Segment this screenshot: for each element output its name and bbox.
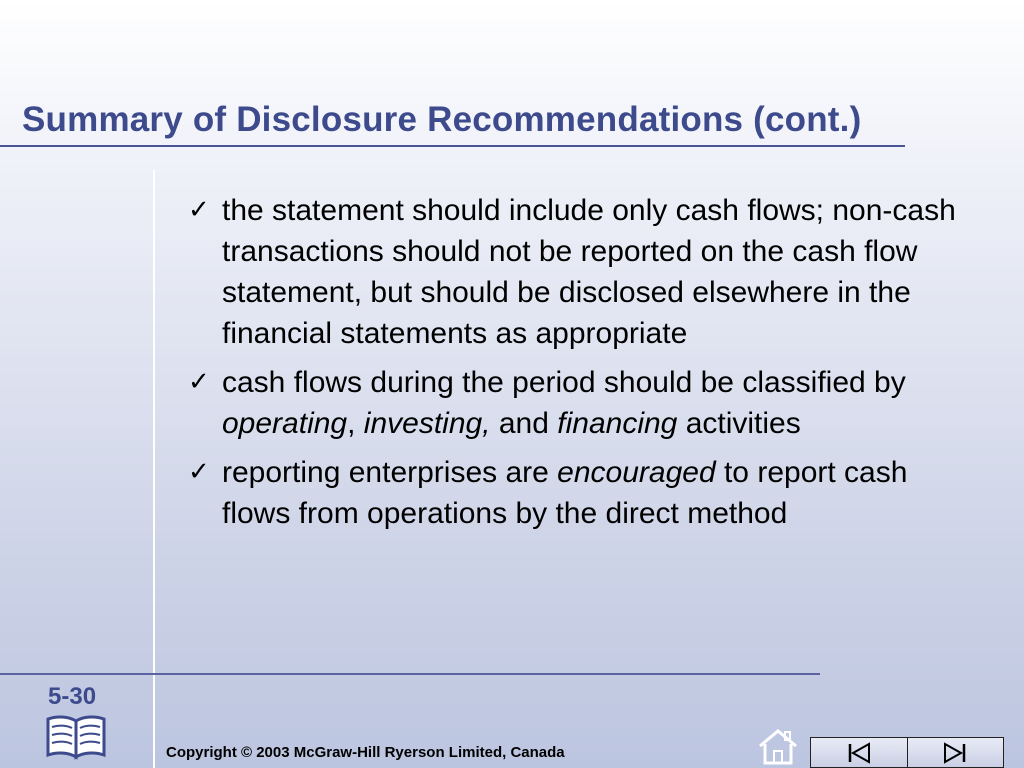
copyright-text: Copyright © 2003 McGraw-Hill Ryerson Limited, Canada [166, 744, 565, 761]
emphasis-financing: financing [557, 407, 678, 440]
checkmark-icon: ✓ [188, 367, 210, 397]
bullet-text: cash flows during the period should be classified by operating, investing, and financing activities [222, 366, 906, 440]
footer-rule [0, 673, 820, 675]
slide-number: 5-30 [48, 683, 97, 710]
first-slide-button[interactable] [811, 738, 907, 767]
emphasis-investing: investing, [363, 407, 491, 440]
slide-navigation [810, 737, 1004, 768]
first-slide-icon [844, 741, 874, 765]
bullet-text: the statement should include only cash flows; non-cash transactions should not be reported on the cash flow statement, but should be disclosed elsewhere in the financial statements as appropriate [222, 194, 956, 350]
checkmark-icon: ✓ [188, 195, 210, 225]
left-divider [153, 170, 155, 768]
title-underline [0, 145, 905, 147]
home-icon[interactable] [756, 726, 800, 768]
bullet-item-1 [188, 190, 988, 354]
bullet-list [188, 190, 988, 542]
last-slide-button[interactable] [907, 738, 1004, 767]
open-book-icon[interactable] [44, 713, 108, 766]
bullet-item-3 [188, 452, 988, 534]
slide-title: Summary of Disclosure Recommendations (cont.) [22, 100, 862, 139]
bullet-item-2 [188, 362, 988, 444]
emphasis-operating: operating [222, 407, 348, 440]
last-slide-icon [940, 741, 970, 765]
emphasis-encouraged: encouraged [557, 456, 716, 489]
bullet-text: reporting enterprises are encouraged to report cash flows from operations by the direct method [222, 456, 908, 530]
checkmark-icon: ✓ [188, 457, 210, 487]
